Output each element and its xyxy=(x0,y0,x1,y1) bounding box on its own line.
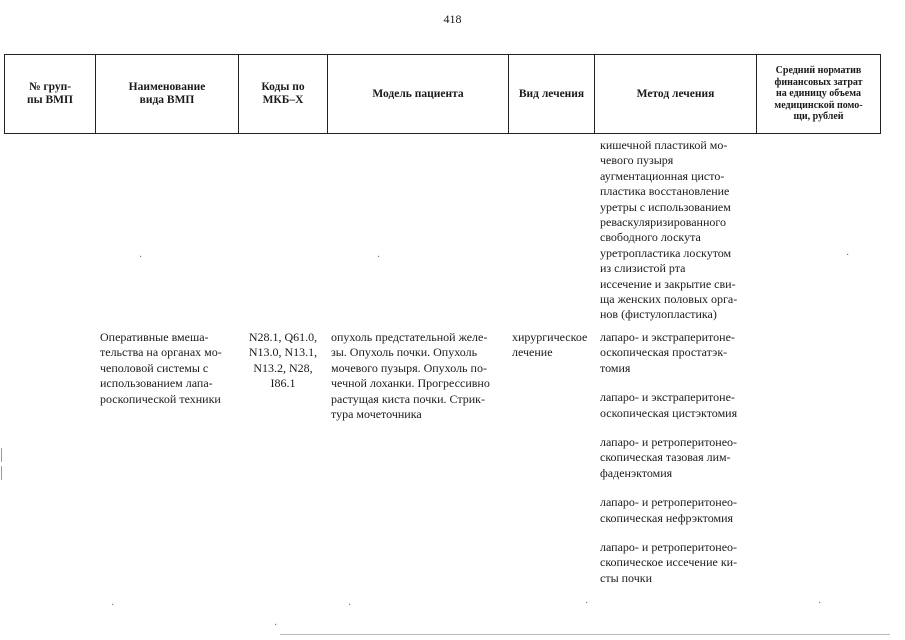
scan-speck: · xyxy=(377,252,381,263)
scan-speck: · xyxy=(348,600,352,611)
header-patient-model: Модель пациента xyxy=(328,55,509,134)
method-item: лапаро- и ретроперитонео- скопическое иссечение ки- сты почки xyxy=(600,540,738,585)
header-group-no: № груп- пы ВМП xyxy=(5,55,96,134)
method-item: лапаро- и ретроперитонео- скопическая тазовая лим- фаденэктомия xyxy=(600,435,738,480)
page-bottom-rule xyxy=(280,634,890,635)
header-vmp-name: Наименование вида ВМП xyxy=(96,55,239,134)
scan-speck: · xyxy=(846,250,850,261)
scan-edge-mark xyxy=(1,466,2,480)
row-treatment-type: хирургическое лечение xyxy=(512,330,588,360)
scan-edge-mark xyxy=(1,448,2,462)
table-header xyxy=(4,54,881,134)
header-treatment-method: Метод лечения xyxy=(595,55,757,134)
method-item: лапаро- и экстраперитоне- оскопическая цистэктомия xyxy=(600,390,738,420)
method-item: лапаро- и ретроперитонео- скопическая нефрэктомия xyxy=(600,495,738,525)
row-vmp-name: Оперативные вмеша- тельства на органах мо- чеполовой системы с использованием лапа- роскопической техники xyxy=(100,330,222,406)
row-treatment-methods xyxy=(600,330,765,600)
row-patient-model: опухоль предстательной желе- зы. Опухоль почки. Опухоль мочевого пузыря. Опухоль по- чечной лоханки. Прогрессивно растущая киста почки. Стрик- тура мочеточника xyxy=(331,330,490,422)
page-number: 418 xyxy=(443,12,462,26)
scan-speck: · xyxy=(139,252,143,263)
scan-speck: · xyxy=(818,598,822,609)
row-icd-codes: N28.1, Q61.0, N13.0, N13.1, N13.2, N28, I86.1 xyxy=(248,330,318,391)
scan-speck: · xyxy=(585,598,589,609)
header-treatment-type: Вид лечения xyxy=(509,55,595,134)
scan-speck: · xyxy=(274,620,278,631)
continued-method-cell: кишечной пластикой мо- чевого пузыря аугментационная цисто- пластика восстановление уретры с использованием реваскуляризированного свободного лоскута уретропластика лоскутом из слизистой рта иссечение и закрытие сви- ща женских половых орга- нов (фистулопластика) xyxy=(600,138,738,322)
scan-speck: · xyxy=(111,600,115,611)
header-icd-codes: Коды по МКБ–Х xyxy=(239,55,328,134)
method-item: лапаро- и экстраперитоне- оскопическая простатэк- томия xyxy=(600,330,735,375)
header-cost: Средний норматив финансовых затрат на единицу объема медицинской помо- щи, рублей xyxy=(757,55,881,134)
